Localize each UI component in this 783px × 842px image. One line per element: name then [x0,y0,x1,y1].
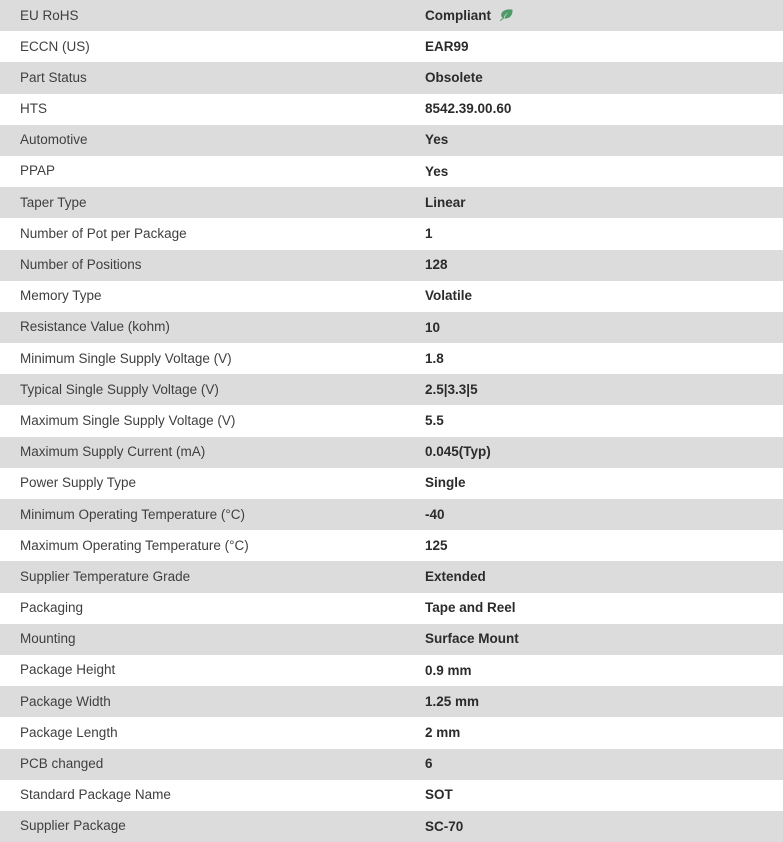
spec-value-text: EAR99 [425,38,469,54]
spec-attribute-value [405,499,783,530]
spec-attribute-value [405,468,783,499]
spec-attribute-value [405,218,783,249]
spec-attribute-name: Packaging [0,593,405,624]
spec-attribute-value [405,749,783,780]
spec-attribute-name: Automotive [0,125,405,156]
table-row [0,561,783,592]
spec-attribute-name: Memory Type [0,281,405,312]
spec-attribute-name: Maximum Single Supply Voltage (V) [0,405,405,436]
spec-value-text: 125 [425,537,448,553]
table-row [0,624,783,655]
spec-attribute-name: Number of Pot per Package [0,218,405,249]
table-row [0,749,783,780]
spec-value-text: Compliant [425,7,491,23]
spec-attribute-name: Maximum Operating Temperature (°C) [0,530,405,561]
spec-value-text: Linear [425,194,466,210]
spec-attribute-name: Part Status [0,62,405,93]
spec-value-text: SC-70 [425,818,464,834]
table-row [0,218,783,249]
table-row [0,686,783,717]
table-row [0,156,783,187]
spec-attribute-name: PCB changed [0,749,405,780]
spec-value-text: 1.25 mm [425,693,480,709]
spec-attribute-value [405,437,783,468]
table-row [0,717,783,748]
spec-value-text: 5.5 [425,413,444,429]
spec-attribute-value [405,187,783,218]
table-row [0,468,783,499]
spec-attribute-name: Supplier Package [0,811,405,842]
spec-attribute-name: Package Height [0,655,405,686]
spec-attribute-name: Package Width [0,686,405,717]
spec-attribute-value [405,530,783,561]
spec-attribute-name: Number of Positions [0,250,405,281]
spec-attribute-value [405,250,783,281]
table-row [0,374,783,405]
table-row [0,655,783,686]
spec-attribute-value [405,31,783,62]
spec-value-text: Yes [425,163,449,179]
spec-value-text: 10 [425,319,441,335]
table-row [0,0,783,31]
spec-attribute-value [405,655,783,686]
spec-attribute-value [405,125,783,156]
table-row [0,437,783,468]
table-row [0,62,783,93]
spec-attribute-name: Resistance Value (kohm) [0,312,405,343]
leaf-icon [499,8,514,22]
spec-attribute-value [405,62,783,93]
spec-attribute-value [405,312,783,343]
spec-value-text: Volatile [425,288,473,304]
spec-attribute-name: Typical Single Supply Voltage (V) [0,374,405,405]
spec-value-text: 0.045(Typ) [425,444,491,460]
spec-attribute-value [405,561,783,592]
spec-attribute-value [405,156,783,187]
spec-value-text: Single [425,475,466,491]
spec-attribute-name: Package Length [0,717,405,748]
spec-value-text: Obsolete [425,70,483,86]
table-row [0,312,783,343]
spec-attribute-name: Taper Type [0,187,405,218]
spec-value-text: 1 [425,225,433,241]
spec-attribute-name: Supplier Temperature Grade [0,561,405,592]
spec-value-text: 2.5|3.3|5 [425,381,478,397]
spec-value-text: 2 mm [425,724,461,740]
spec-attribute-value [405,593,783,624]
spec-value-text: 8542.39.00.60 [425,101,512,117]
spec-attribute-name: Mounting [0,624,405,655]
spec-attribute-value [405,374,783,405]
table-row [0,281,783,312]
table-row [0,811,783,842]
table-row [0,530,783,561]
spec-attribute-value [405,780,783,811]
table-row [0,250,783,281]
spec-value-text: Extended [425,569,486,585]
spec-value-text: 128 [425,257,448,273]
spec-attribute-name: Standard Package Name [0,780,405,811]
spec-attribute-name: ECCN (US) [0,31,405,62]
spec-value-text: -40 [425,506,445,522]
spec-value-text: Surface Mount [425,631,519,647]
table-row [0,593,783,624]
spec-attribute-name: EU RoHS [0,0,405,31]
table-row [0,780,783,811]
table-row [0,405,783,436]
spec-attribute-value [405,0,783,31]
spec-attribute-name: Minimum Operating Temperature (°C) [0,499,405,530]
spec-value-text: 1.8 [425,350,444,366]
spec-attribute-name: Maximum Supply Current (mA) [0,437,405,468]
spec-attribute-value [405,686,783,717]
spec-attribute-value [405,94,783,125]
table-row [0,94,783,125]
spec-attribute-name: Minimum Single Supply Voltage (V) [0,343,405,374]
spec-value-text: SOT [425,787,453,803]
table-row [0,31,783,62]
table-row [0,187,783,218]
table-row [0,343,783,374]
spec-attribute-name: HTS [0,94,405,125]
spec-attribute-value [405,624,783,655]
spec-attribute-value [405,717,783,748]
spec-value-text: 6 [425,756,433,772]
spec-attribute-value [405,405,783,436]
table-row [0,125,783,156]
spec-attribute-value [405,343,783,374]
spec-value-text: Tape and Reel [425,600,516,616]
table-row [0,499,783,530]
spec-attribute-name: PPAP [0,156,405,187]
spec-value-text: 0.9 mm [425,662,472,678]
spec-value-text: Yes [425,132,449,148]
spec-attribute-value [405,811,783,842]
spec-attribute-name: Power Supply Type [0,468,405,499]
spec-attribute-value [405,281,783,312]
